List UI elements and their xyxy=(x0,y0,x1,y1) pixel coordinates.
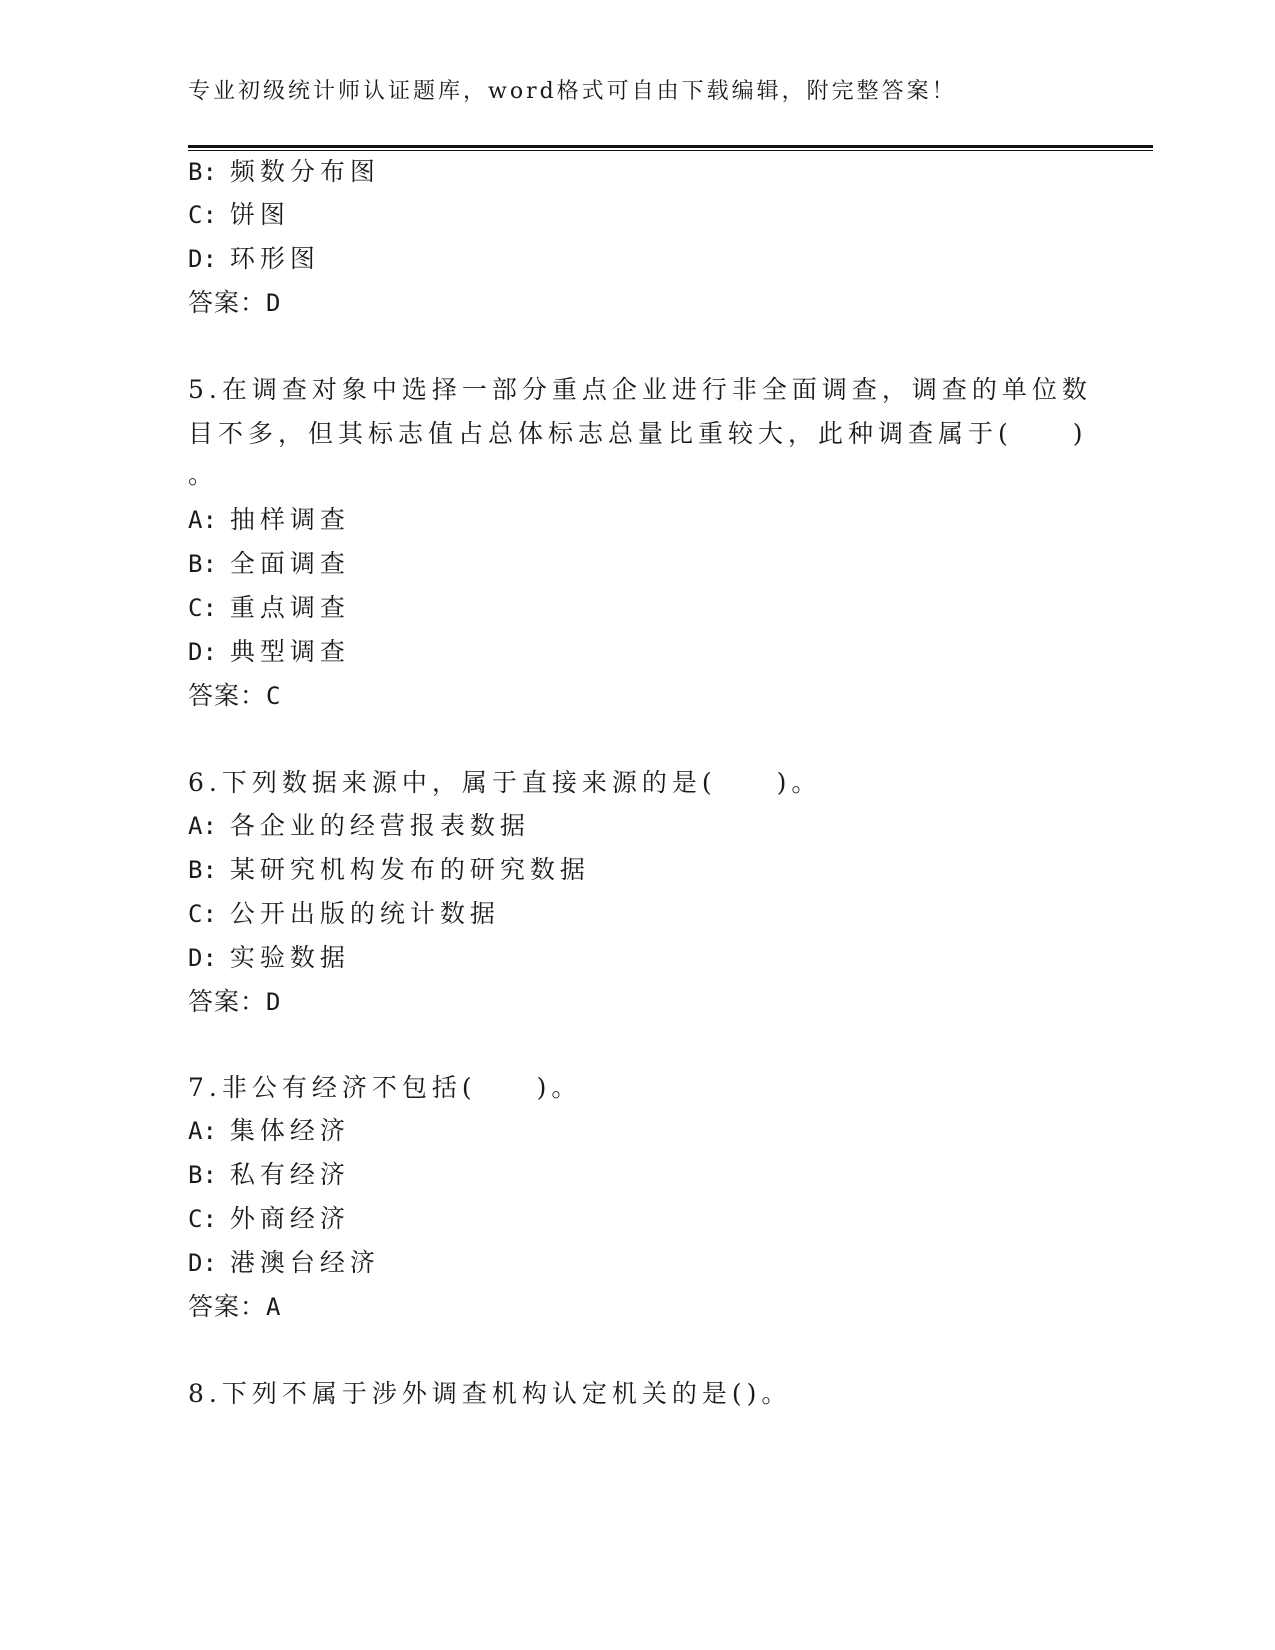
option-text: 各企业的经营报表数据 xyxy=(229,811,530,840)
option-letter: B: xyxy=(188,1161,217,1189)
option-text: 公开出版的统计数据 xyxy=(229,899,500,928)
q5-stem-line-1: 5.在调查对象中选择一部分重点企业进行非全面调查，调查的单位数 xyxy=(188,375,1092,404)
answer-value: D xyxy=(266,289,282,317)
option-text: 某研究机构发布的研究数据 xyxy=(229,855,590,884)
header-rule-thick xyxy=(188,145,1153,148)
option-text: 饼图 xyxy=(229,200,290,229)
option-text: 全面调查 xyxy=(229,549,350,578)
q5-option-d xyxy=(188,637,350,667)
answer-value: D xyxy=(266,988,282,1016)
q5-option-b xyxy=(188,549,350,579)
option-text: 环形图 xyxy=(229,244,320,273)
option-letter: B: xyxy=(188,856,217,884)
answer-label: 答案： xyxy=(188,681,267,710)
q7-stem: 7.非公有经济不包括( )。 xyxy=(188,1073,582,1102)
page-header: 专业初级统计师认证题库，word格式可自由下载编辑，附完整答案！ xyxy=(188,79,957,104)
option-letter: A: xyxy=(188,1117,217,1145)
option-letter: C: xyxy=(188,1205,217,1233)
option-text: 实验数据 xyxy=(229,943,350,972)
answer-value: C xyxy=(266,682,282,710)
q4-answer xyxy=(188,288,281,318)
option-text: 重点调查 xyxy=(229,593,350,622)
q6-option-b xyxy=(188,855,590,885)
q5-option-c xyxy=(188,593,350,623)
q6-stem: 6.下列数据来源中，属于直接来源的是( )。 xyxy=(188,768,822,797)
option-text: 典型调查 xyxy=(229,637,350,666)
option-text: 外商经济 xyxy=(229,1204,350,1233)
q7-option-d xyxy=(188,1248,380,1278)
q7-option-a xyxy=(188,1116,350,1146)
option-text: 港澳台经济 xyxy=(229,1248,380,1277)
header-rule xyxy=(188,145,1153,152)
answer-label: 答案： xyxy=(188,987,267,1016)
option-letter: C: xyxy=(188,201,217,229)
q5-answer xyxy=(188,681,281,711)
q6-option-d xyxy=(188,943,350,973)
q7-answer xyxy=(188,1292,281,1322)
q6-option-a xyxy=(188,811,530,841)
option-letter: A: xyxy=(188,812,217,840)
answer-value: A xyxy=(266,1293,282,1321)
q4-option-c xyxy=(188,200,290,230)
option-text: 频数分布图 xyxy=(229,157,380,186)
option-text: 私有经济 xyxy=(229,1160,350,1189)
option-letter: D: xyxy=(188,638,217,666)
q7-option-c xyxy=(188,1204,350,1234)
option-letter: D: xyxy=(188,245,217,273)
q5-stem-line-3: 。 xyxy=(188,460,219,489)
q5-option-a xyxy=(188,505,350,535)
q4-option-d xyxy=(188,244,320,274)
q6-option-c xyxy=(188,899,500,929)
option-letter: B: xyxy=(188,158,217,186)
answer-label: 答案： xyxy=(188,288,267,317)
option-letter: A: xyxy=(188,506,217,534)
q8-stem: 8.下列不属于涉外调查机构认定机关的是()。 xyxy=(188,1379,792,1408)
q4-option-b xyxy=(188,157,380,187)
option-letter: C: xyxy=(188,594,217,622)
option-text: 集体经济 xyxy=(229,1116,350,1145)
option-letter: B: xyxy=(188,550,217,578)
option-letter: D: xyxy=(188,1249,217,1277)
q5-stem-line-2: 目不多，但其标志值占总体标志总量比重较大，此种调查属于( ) xyxy=(188,419,1088,448)
q7-option-b xyxy=(188,1160,350,1190)
option-letter: D: xyxy=(188,944,217,972)
option-letter: C: xyxy=(188,900,217,928)
header-rule-thin xyxy=(188,150,1153,151)
answer-label: 答案： xyxy=(188,1292,267,1321)
option-text: 抽样调查 xyxy=(229,505,350,534)
q6-answer xyxy=(188,987,281,1017)
